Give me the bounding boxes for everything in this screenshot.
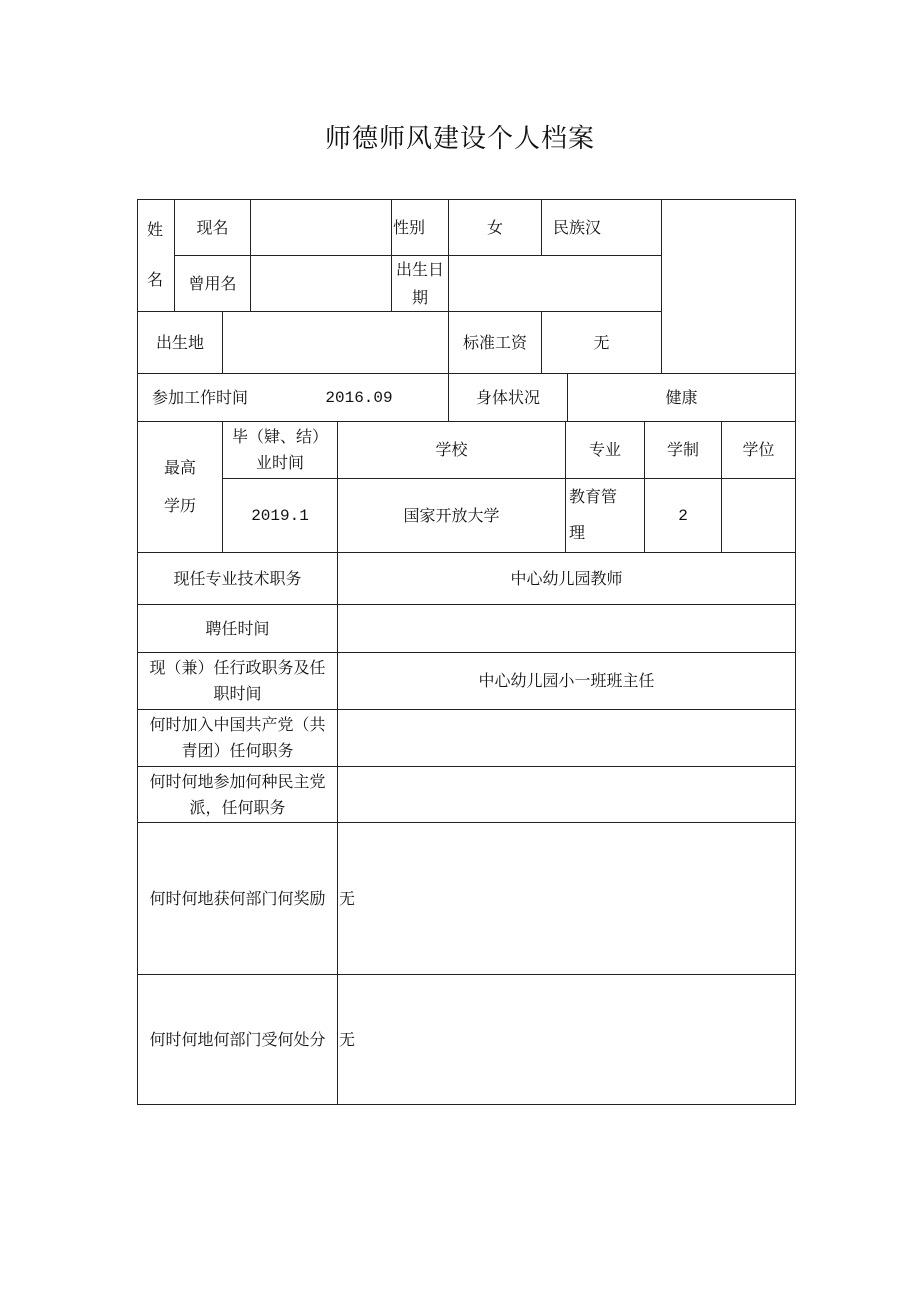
admin-post-field[interactable]: 中心幼儿园小一班班主任	[478, 671, 655, 690]
former-name-field[interactable]	[251, 256, 391, 311]
duration-field[interactable]: 2	[678, 506, 688, 525]
award-field[interactable]: 无	[339, 888, 356, 908]
school-label: 学校	[435, 440, 468, 459]
major-label: 专业	[588, 440, 621, 459]
punish-field[interactable]: 无	[339, 1029, 356, 1049]
work-start-label: 参加工作时间	[152, 387, 249, 407]
birthdate-label: 出生日 期	[396, 260, 445, 307]
gender-label: 性别	[393, 217, 426, 237]
major-field[interactable]: 教育管 理	[569, 487, 618, 542]
work-start-field[interactable]: 2016.09	[325, 388, 393, 407]
salary-field[interactable]: 无	[593, 332, 610, 352]
party-label: 何时加入中国共产党（共 青团）任何职务	[149, 715, 326, 760]
punish-label: 何时何地何部门受何处分	[149, 1029, 326, 1049]
table-border-bottom	[137, 1104, 795, 1105]
birthplace-field[interactable]	[223, 312, 448, 373]
current-name-label: 现名	[196, 217, 229, 237]
birthdate-field[interactable]	[449, 256, 661, 311]
gender-field[interactable]: 女	[486, 217, 503, 237]
admin-post-label: 现（兼）任行政职务及任 职时间	[149, 658, 326, 703]
salary-label: 标准工资	[462, 332, 527, 352]
birthplace-label: 出生地	[155, 332, 204, 352]
democratic-field[interactable]	[338, 767, 795, 822]
rule	[391, 199, 392, 311]
ethnicity-field[interactable]: 民族汉	[553, 217, 602, 237]
rule	[661, 199, 662, 373]
degree-label: 学位	[742, 440, 775, 459]
award-label: 何时何地获何部门何奖励	[149, 888, 326, 908]
table-border-right	[795, 199, 796, 1105]
grad-time-label: 毕（肄、结） 业时间	[231, 427, 328, 472]
appoint-time-label: 聘任时间	[205, 618, 270, 638]
school-field[interactable]: 国家开放大学	[403, 505, 500, 525]
democratic-label: 何时何地参加何种民主党 派，任何职务	[149, 771, 326, 817]
rule	[541, 199, 542, 255]
former-name-label: 曾用名	[188, 273, 237, 293]
health-field[interactable]: 健康	[665, 387, 698, 407]
duration-label: 学制	[666, 440, 699, 459]
grad-time-field[interactable]: 2019.1	[251, 506, 309, 525]
appoint-time-field[interactable]	[338, 605, 795, 652]
title-post-label: 现任专业技术职务	[173, 568, 302, 588]
page-title: 师德师风建设个人档案	[324, 124, 595, 154]
title-post-field[interactable]: 中心幼儿园教师	[510, 568, 623, 588]
current-name-field[interactable]	[251, 200, 391, 255]
party-field[interactable]	[338, 710, 795, 766]
name-label: 姓 名	[146, 220, 163, 289]
health-label: 身体状况	[475, 387, 540, 407]
education-label: 最高 学历	[163, 458, 196, 515]
degree-field[interactable]	[722, 479, 795, 552]
